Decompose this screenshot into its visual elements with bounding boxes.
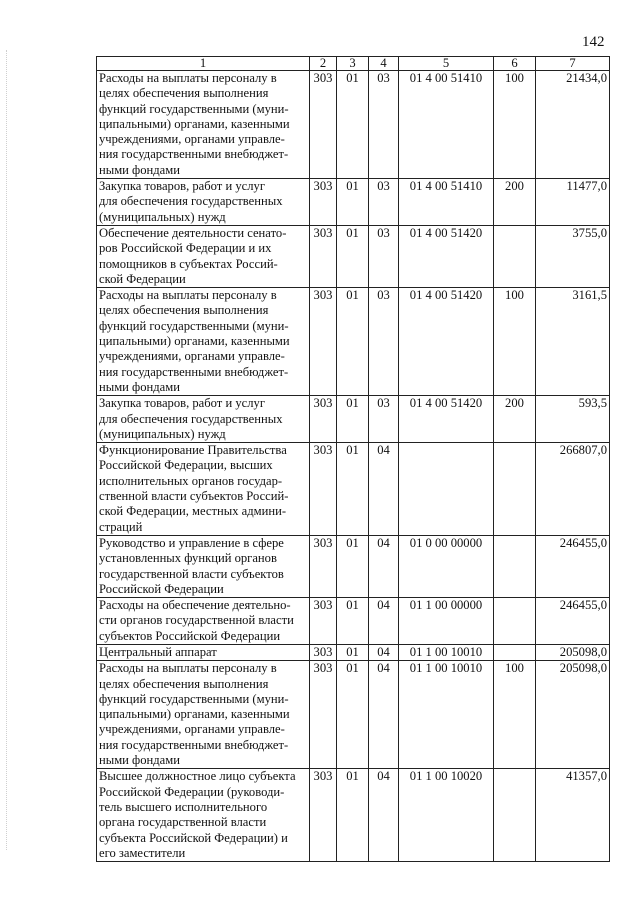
item-name-cell (97, 443, 310, 536)
item-name-line: исполнительных органов государ- (99, 473, 283, 488)
section-code-cell: 01 (337, 288, 369, 396)
item-name-line: ственной власти субъектов Россий- (99, 489, 289, 504)
item-name-line: Закупка товаров, работ и услуг (99, 396, 265, 411)
grbs-code-cell: 303 (310, 644, 337, 660)
item-name-cell (97, 535, 310, 597)
grbs-code-cell: 303 (310, 71, 337, 179)
amount-cell: 3755,0 (536, 225, 610, 287)
expense-type-cell: 200 (494, 179, 536, 226)
table-row (97, 396, 610, 443)
amount-cell: 246455,0 (536, 535, 610, 597)
table-row (97, 288, 610, 396)
item-name-line: Высшее должностное лицо субъекта (99, 769, 296, 784)
table-row (97, 769, 610, 862)
item-name-line: ской Федерации, местных админи- (99, 504, 287, 519)
target-article-cell: 01 1 00 10020 (399, 769, 494, 862)
expense-type-cell: 100 (494, 661, 536, 769)
target-article-cell: 01 4 00 51420 (399, 225, 494, 287)
expense-type-cell (494, 535, 536, 597)
grbs-code-cell: 303 (310, 225, 337, 287)
item-name-line: Обеспечение деятельности сенато- (99, 225, 287, 240)
item-name-line: тель высшего исполнительного (99, 799, 268, 814)
section-code-cell: 01 (337, 396, 369, 443)
amount-cell: 593,5 (536, 396, 610, 443)
amount-cell: 41357,0 (536, 769, 610, 862)
subsection-code-cell: 03 (369, 288, 399, 396)
subsection-code-cell: 04 (369, 644, 399, 660)
grbs-code-cell: 303 (310, 396, 337, 443)
item-name-line: помощников в субъектах Россий- (99, 256, 278, 271)
item-name-line: его заместители (99, 845, 186, 860)
amount-cell: 205098,0 (536, 644, 610, 660)
item-name-cell (97, 769, 310, 862)
table-row (97, 443, 610, 536)
item-name-line: целях обеспечения выполнения (99, 303, 269, 318)
item-name-line: ния государственными внебюджет- (99, 147, 289, 162)
item-name-line: сти органов государственной власти (99, 613, 294, 628)
header-cell: 5 (399, 57, 494, 71)
item-name-line: Руководство и управление в сфере (99, 535, 284, 550)
item-name-line: Расходы на выплаты персоналу в (99, 661, 277, 676)
amount-cell: 266807,0 (536, 443, 610, 536)
section-code-cell: 01 (337, 598, 369, 645)
section-code-cell: 01 (337, 179, 369, 226)
amount-cell: 205098,0 (536, 661, 610, 769)
target-article-cell (399, 443, 494, 536)
item-name-line: ными фондами (99, 379, 180, 394)
item-name-line: ными фондами (99, 753, 180, 768)
section-code-cell: 01 (337, 443, 369, 536)
item-name-line: Российской Федерации (руководи- (99, 784, 285, 799)
target-article-cell: 01 4 00 51410 (399, 179, 494, 226)
item-name-line: органа государственной власти (99, 815, 267, 830)
budget-table (96, 56, 610, 862)
item-name-line: страций (99, 519, 143, 534)
grbs-code-cell: 303 (310, 535, 337, 597)
item-name-cell (97, 598, 310, 645)
item-name-line: государственной власти субъектов (99, 566, 284, 581)
target-article-cell: 01 0 00 00000 (399, 535, 494, 597)
amount-cell: 11477,0 (536, 179, 610, 226)
table-header-row (97, 57, 610, 71)
item-name-line: субъекта Российской Федерации) и (99, 830, 288, 845)
expense-type-cell (494, 443, 536, 536)
expense-type-cell: 200 (494, 396, 536, 443)
grbs-code-cell: 303 (310, 443, 337, 536)
target-article-cell: 01 1 00 00000 (399, 598, 494, 645)
section-code-cell: 01 (337, 225, 369, 287)
item-name-line: ров Российской Федерации и их (99, 241, 272, 256)
amount-cell: 21434,0 (536, 71, 610, 179)
item-name-line: функций государственными (муни- (99, 691, 289, 706)
expense-type-cell (494, 598, 536, 645)
item-name-line: Расходы на обеспечение деятельно- (99, 598, 291, 613)
section-code-cell: 01 (337, 661, 369, 769)
item-name-cell (97, 71, 310, 179)
table-row (97, 179, 610, 226)
item-name-cell (97, 661, 310, 769)
amount-cell: 246455,0 (536, 598, 610, 645)
grbs-code-cell: 303 (310, 179, 337, 226)
item-name-line: ципальными) органами, казенными (99, 334, 290, 349)
table-row (97, 535, 610, 597)
item-name-line: учреждениями, органами управле- (99, 722, 285, 737)
item-name-line: Расходы на выплаты персоналу в (99, 288, 277, 303)
expense-type-cell (494, 644, 536, 660)
item-name-cell (97, 179, 310, 226)
subsection-code-cell: 04 (369, 769, 399, 862)
expense-type-cell: 100 (494, 288, 536, 396)
scan-margin-dots (6, 50, 8, 850)
table-row (97, 644, 610, 660)
item-name-line: установленных функций органов (99, 551, 277, 566)
item-name-line: ния государственными внебюджет- (99, 364, 289, 379)
item-name-cell (97, 644, 310, 660)
table-row (97, 71, 610, 179)
item-name-line: целях обеспечения выполнения (99, 676, 269, 691)
section-code-cell: 01 (337, 535, 369, 597)
grbs-code-cell: 303 (310, 598, 337, 645)
item-name-line: Центральный аппарат (99, 644, 217, 659)
item-name-line: Функционирование Правительства (99, 443, 287, 458)
page-number: 142 (582, 34, 605, 50)
target-article-cell: 01 4 00 51420 (399, 396, 494, 443)
item-name-cell (97, 225, 310, 287)
item-name-line: ными фондами (99, 162, 180, 177)
expense-type-cell (494, 225, 536, 287)
target-article-cell: 01 4 00 51410 (399, 71, 494, 179)
item-name-line: ской Федерации (99, 271, 186, 286)
table-row (97, 661, 610, 769)
target-article-cell: 01 1 00 10010 (399, 661, 494, 769)
subsection-code-cell: 04 (369, 443, 399, 536)
target-article-cell: 01 1 00 10010 (399, 644, 494, 660)
item-name-line: функций государственными (муни- (99, 318, 289, 333)
item-name-line: учреждениями, органами управле- (99, 132, 285, 147)
grbs-code-cell: 303 (310, 769, 337, 862)
target-article-cell: 01 4 00 51420 (399, 288, 494, 396)
item-name-line: Российской Федерации (99, 581, 224, 596)
subsection-code-cell: 04 (369, 661, 399, 769)
table-row (97, 598, 610, 645)
header-cell: 3 (337, 57, 369, 71)
subsection-code-cell: 03 (369, 225, 399, 287)
item-name-line: для обеспечения государственных (99, 194, 283, 209)
subsection-code-cell: 03 (369, 71, 399, 179)
expense-type-cell (494, 769, 536, 862)
header-cell: 2 (310, 57, 337, 71)
subsection-code-cell: 04 (369, 598, 399, 645)
item-name-line: учреждениями, органами управле- (99, 349, 285, 364)
item-name-line: ния государственными внебюджет- (99, 737, 289, 752)
item-name-line: субъектов Российской Федерации (99, 628, 281, 643)
item-name-line: функций государственными (муни- (99, 101, 289, 116)
table-row (97, 225, 610, 287)
subsection-code-cell: 04 (369, 535, 399, 597)
item-name-line: Расходы на выплаты персоналу в (99, 71, 277, 85)
subsection-code-cell: 03 (369, 179, 399, 226)
item-name-cell (97, 396, 310, 443)
amount-cell: 3161,5 (536, 288, 610, 396)
item-name-line: (муниципальных) нужд (99, 209, 226, 224)
item-name-cell (97, 288, 310, 396)
grbs-code-cell: 303 (310, 288, 337, 396)
item-name-line: ципальными) органами, казенными (99, 116, 290, 131)
grbs-code-cell: 303 (310, 661, 337, 769)
item-name-line: (муниципальных) нужд (99, 426, 226, 441)
item-name-line: Российской Федерации, высших (99, 458, 273, 473)
item-name-line: Закупка товаров, работ и услуг (99, 179, 265, 194)
expense-type-cell: 100 (494, 71, 536, 179)
subsection-code-cell: 03 (369, 396, 399, 443)
header-cell: 1 (97, 57, 310, 71)
section-code-cell: 01 (337, 644, 369, 660)
section-code-cell: 01 (337, 769, 369, 862)
header-cell: 7 (536, 57, 610, 71)
item-name-line: целях обеспечения выполнения (99, 86, 269, 101)
header-cell: 6 (494, 57, 536, 71)
header-cell: 4 (369, 57, 399, 71)
item-name-line: ципальными) органами, казенными (99, 707, 290, 722)
item-name-line: для обеспечения государственных (99, 411, 283, 426)
section-code-cell: 01 (337, 71, 369, 179)
